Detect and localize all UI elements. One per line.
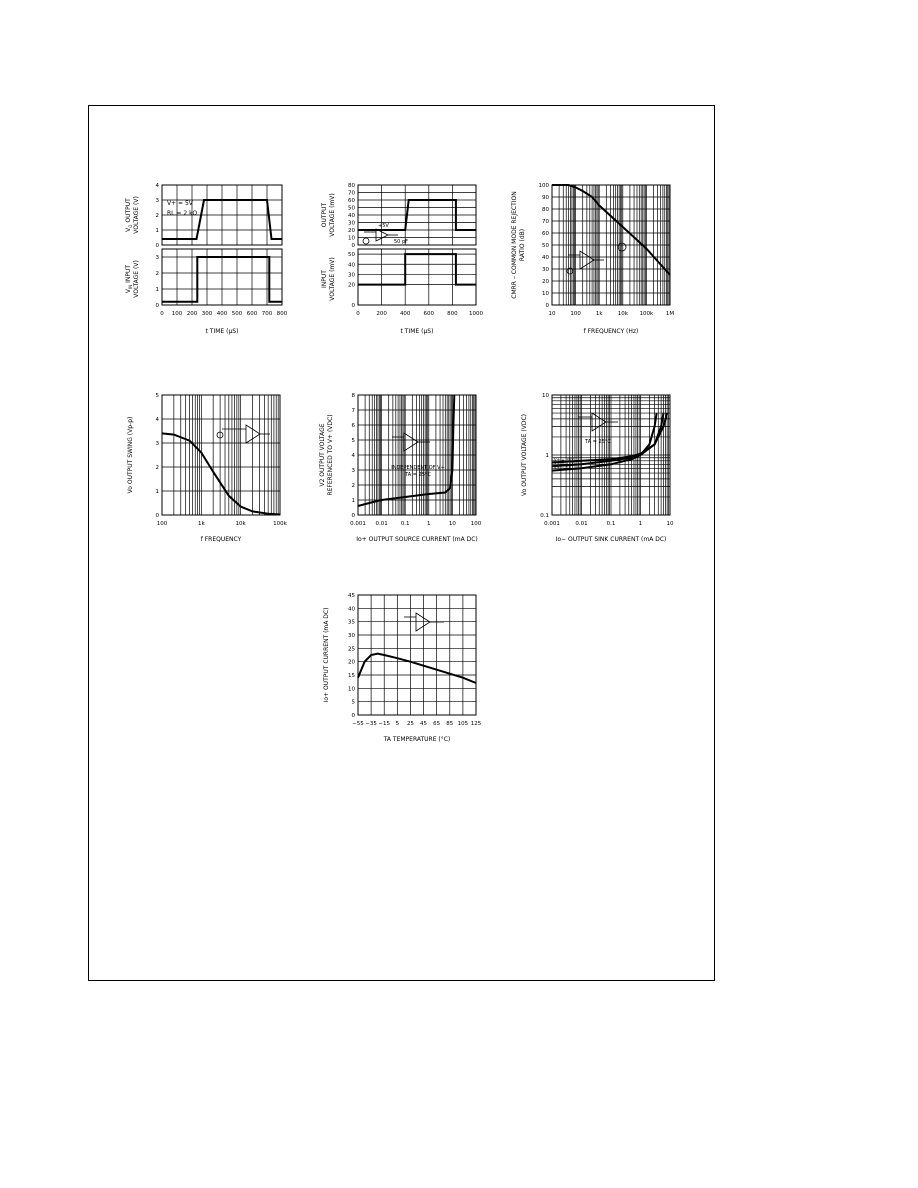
annotation-c5-3: INDEPENDENT OF V+: [391, 465, 445, 471]
xtick-label: 600: [423, 311, 435, 317]
xlabel-c3: f FREQUENCY (Hz): [583, 328, 639, 335]
ytick-label: 0: [351, 243, 355, 249]
ytick-label: 10: [542, 291, 549, 297]
xtick-label: 100: [570, 311, 581, 317]
xtick-label: 1k: [595, 311, 603, 317]
xlabel-c5: Io+ OUTPUT SOURCE CURRENT (mA DC): [356, 536, 478, 543]
ytick-label: 50: [348, 252, 355, 259]
ytick-label: 8: [351, 393, 355, 399]
ylabel2-c5: REFERENCED TO V+ (VDC): [327, 414, 334, 496]
xtick-label: 700: [261, 311, 273, 317]
xtick-label: 200: [186, 311, 198, 317]
ytick-label: 3: [351, 468, 355, 474]
xtick-label: 0.01: [375, 521, 388, 527]
ytick-label: 30: [542, 267, 549, 273]
xtick-label: 1k: [197, 521, 205, 527]
xlabel-c6: Io− OUTPUT SINK CURRENT (mA DC): [555, 536, 667, 543]
ytick-label: 0.1: [540, 513, 549, 519]
ytick-label: 2: [155, 465, 159, 471]
ytick-label: 20: [348, 228, 355, 234]
xtick-label: 100: [470, 521, 482, 527]
xtick-label: 105: [457, 721, 469, 727]
xtick-label: 0.001: [544, 521, 560, 527]
xtick-label: 85: [446, 721, 454, 727]
xtick-label: 600: [246, 311, 258, 317]
ytick-label: 6: [351, 423, 355, 429]
xtick-label: 1: [638, 521, 643, 527]
series-label: V+ = 5V: [554, 465, 572, 471]
ylabel2-c2-top: VOLTAGE (mV): [329, 193, 336, 237]
ytick-label: 20: [542, 279, 549, 285]
chart-pulse-response-small: [306, 175, 496, 345]
ytick-label: 45: [348, 593, 355, 599]
ytick-label: 20: [348, 659, 355, 666]
ytick-label: 0: [545, 303, 549, 309]
xlabel-c7: TA TEMPERATURE (°C): [383, 736, 451, 743]
xtick-label: 0.01: [575, 521, 588, 527]
ytick-label: 40: [348, 213, 355, 219]
ytick-label: 5: [351, 438, 355, 444]
ytick-label: 3: [155, 255, 159, 261]
ytick-label: 40: [348, 606, 355, 613]
xtick-label: 45: [420, 721, 428, 727]
plot-c2-top: [348, 183, 476, 249]
xtick-label: 10: [666, 521, 674, 527]
xtick-label: 100k: [273, 521, 287, 527]
ylabel-c6: Vo OUTPUT VOLTAGE (VDC): [521, 414, 528, 496]
xtick-label: 400: [216, 311, 228, 317]
schematic-c5: [392, 433, 430, 451]
xtick-label: −35: [365, 721, 377, 727]
ytick-label: 100: [538, 183, 549, 189]
ylabel2-c3: RATIO (dB): [519, 228, 526, 262]
chart-cmrr: [506, 175, 696, 345]
ytick-label: 40: [542, 255, 549, 261]
xtick-label: 100k: [639, 311, 654, 317]
ytick-label: 0: [155, 513, 159, 519]
ytick-label: 70: [542, 219, 549, 225]
ytick-label: 35: [348, 619, 355, 626]
ytick-label: 20: [348, 282, 355, 289]
ytick-label: 60: [348, 198, 355, 204]
xtick-label: 0: [160, 311, 164, 317]
schematic-c6: [578, 413, 618, 431]
xtick-label: 5: [395, 721, 400, 727]
plot-c3: [539, 183, 671, 309]
ytick-label: 3: [155, 441, 159, 447]
ytick-label: 40: [348, 262, 355, 269]
ytick-label: 4: [155, 417, 159, 423]
plot-c2-bottom: [348, 249, 476, 309]
xtick-label: 800: [276, 311, 288, 317]
chart-output-current-temp: [306, 585, 496, 750]
series-output-current: [358, 654, 476, 683]
xtick-label: 800: [447, 311, 458, 317]
ytick-label: 1: [155, 287, 159, 293]
xtick-label: 10k: [617, 311, 628, 317]
ytick-label: 70: [348, 190, 355, 197]
xtick-label: 0: [356, 311, 360, 317]
series-cmrr: [552, 185, 670, 275]
xtick-label: −55: [352, 721, 364, 727]
xtick-label: 0.001: [350, 521, 366, 527]
ytick-label: 50: [542, 243, 549, 249]
plot-c1-bottom: [156, 249, 283, 309]
xtick-label: 400: [399, 311, 411, 317]
ytick-label: 80: [348, 183, 355, 189]
annotation-c5-4: TA = 25°C: [405, 472, 431, 478]
xtick-label: 300: [201, 311, 213, 317]
ytick-label: 7: [351, 408, 355, 414]
ylabel-c1-top: $V_O$ OUTPUT: [125, 198, 133, 232]
xtick-label: 0.1: [606, 521, 616, 527]
ytick-label: 1: [155, 489, 159, 495]
series-input-voltage: [358, 254, 476, 285]
schematic-c2: [363, 229, 398, 244]
series-output-swing: [162, 433, 280, 514]
ytick-label: 4: [155, 183, 159, 189]
ylabel-c5: V2 OUTPUT VOLTAGE: [319, 423, 326, 487]
ytick-label: 10: [542, 393, 549, 399]
ytick-label: 90: [542, 195, 549, 201]
chart-pulse-response-large: [110, 175, 300, 345]
ylabel-c2-top: OUTPUT: [321, 202, 328, 228]
xtick-label: 100: [171, 311, 183, 317]
ytick-label: 5: [351, 699, 355, 706]
ytick-label: 0: [351, 713, 355, 719]
plot-c7: [348, 593, 476, 719]
ylabel2-c2-bottom: VOLTAGE (mV): [329, 257, 336, 301]
ylabel-c4: Vo OUTPUT SWING (Vp-p): [127, 416, 134, 494]
ytick-label: 2: [351, 483, 355, 489]
xlabel-c4: f FREQUENCY: [200, 536, 242, 543]
plot-c4: [156, 393, 281, 519]
xtick-label: 500: [231, 311, 243, 317]
ytick-label: 4: [351, 453, 355, 459]
annotation-rl: RL = 2 kΩ: [167, 210, 198, 217]
xtick-label: 65: [433, 721, 441, 727]
ytick-label: 30: [348, 220, 355, 227]
ytick-label: 3: [155, 198, 159, 204]
ytick-label: 1: [155, 228, 159, 234]
ytick-label: 0: [155, 303, 159, 309]
chart-sink-current: [506, 385, 696, 550]
xtick-label: 125: [470, 721, 482, 727]
plot-c1-top: [156, 183, 283, 249]
plot-c6: [540, 393, 670, 519]
xtick-label: 10: [448, 521, 456, 527]
annotation-vplus: V+ = 5V: [167, 200, 193, 207]
xtick-label: 200: [376, 311, 387, 317]
annotation-c2-1: 50 pF: [394, 239, 409, 245]
chart-source-current: [306, 385, 496, 550]
ytick-label: 60: [542, 231, 549, 237]
ylabel2-c1-bottom: VOLTAGE (V): [133, 260, 140, 298]
ylabel-c7: Io+ OUTPUT CURRENT (mA DC): [323, 607, 330, 703]
xlabel-c2: t TIME (μS): [400, 328, 434, 335]
ytick-label: 25: [348, 646, 355, 653]
annotation-c6-4: TA = 25°C: [585, 439, 611, 445]
ylabel-c1-bottom: $V_{IN}$ INPUT: [125, 264, 133, 294]
ytick-label: 10: [348, 235, 355, 242]
ylabel-c3: CMRR – COMMON MODE REJECTION: [511, 191, 518, 299]
ytick-label: 30: [348, 272, 355, 279]
series-label: V+ = 15V: [554, 460, 574, 466]
annotation-c2-0: +5V: [378, 223, 389, 229]
ytick-label: 0: [155, 243, 159, 249]
xtick-label: 25: [406, 721, 414, 727]
xtick-label: 1: [427, 521, 431, 527]
ytick-label: 30: [348, 633, 355, 639]
plot-c5: [352, 393, 477, 519]
ytick-label: 5: [155, 393, 159, 399]
xtick-label: 10: [548, 311, 556, 317]
ylabel2-c1-top: VOLTAGE (V): [133, 196, 140, 234]
ytick-label: 80: [542, 207, 549, 213]
ytick-label: 1: [545, 453, 549, 459]
xtick-label: 10k: [235, 521, 246, 527]
ytick-label: 50: [348, 205, 355, 212]
ytick-label: 2: [155, 213, 159, 219]
xtick-label: 0.1: [400, 521, 410, 527]
ytick-label: 1: [351, 498, 355, 504]
ytick-label: 0: [351, 303, 355, 309]
chart-output-swing: [110, 385, 300, 550]
xtick-label: −15: [378, 721, 391, 727]
series-label: V+ = 30V: [554, 456, 574, 462]
xtick-label: 1M: [665, 311, 675, 317]
ylabel-c2-bottom: INPUT: [321, 270, 328, 288]
ytick-label: 10: [348, 686, 355, 693]
xtick-label: 100: [156, 521, 168, 527]
ytick-label: 2: [155, 271, 159, 277]
xtick-label: 1000: [469, 311, 483, 317]
ytick-label: 15: [348, 673, 355, 679]
xlabel-c1: t TIME (μS): [205, 328, 239, 335]
ytick-label: 0: [351, 513, 355, 519]
